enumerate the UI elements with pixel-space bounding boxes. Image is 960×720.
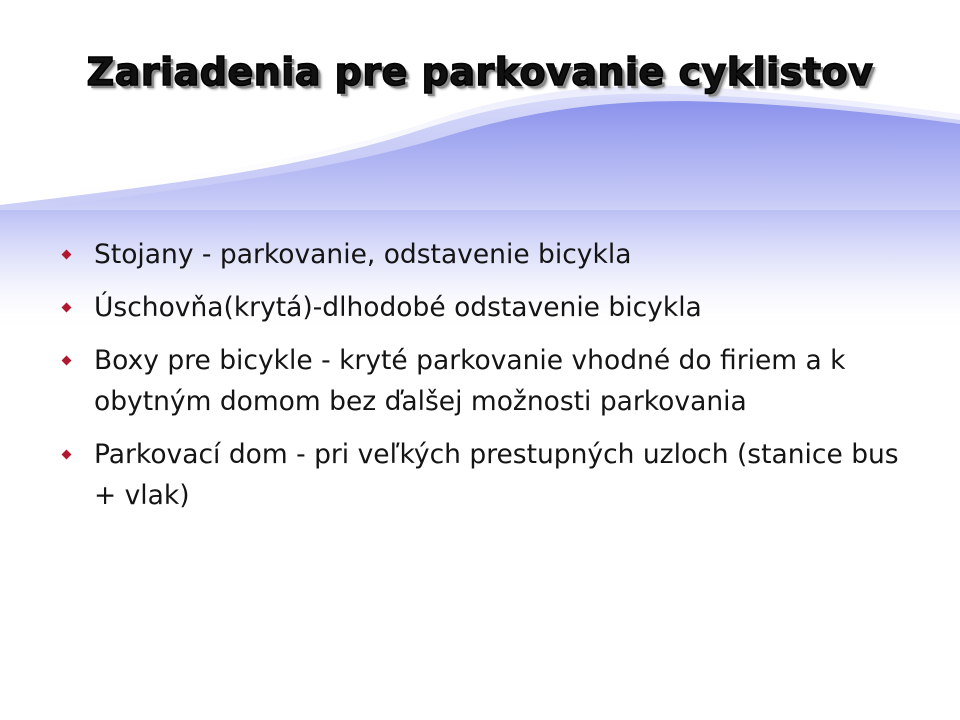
bullet-text: Boxy pre bicykle - kryté parkovanie vhodné do firiem a k obytným domom bez ďalšej možnosti parkovania bbox=[94, 345, 846, 417]
list-item bbox=[60, 434, 920, 516]
list-item bbox=[60, 340, 920, 422]
diamond-bullet-icon bbox=[62, 450, 72, 460]
list-item bbox=[60, 287, 920, 328]
list-item bbox=[60, 234, 920, 275]
diamond-bullet-icon bbox=[62, 303, 72, 313]
slide-title: Zariadenia pre parkovanie cyklistov bbox=[86, 50, 874, 94]
bullet-text: Stojany - parkovanie, odstavenie bicykla bbox=[94, 239, 632, 270]
bullet-list bbox=[60, 234, 920, 528]
diamond-bullet-icon bbox=[62, 250, 72, 260]
diamond-bullet-icon bbox=[62, 356, 72, 366]
bullet-text: Úschovňa(krytá)-dlhodobé odstavenie bicykla bbox=[94, 292, 702, 323]
bullet-text: Parkovací dom - pri veľkých prestupných uzloch (stanice bus + vlak) bbox=[94, 439, 899, 511]
